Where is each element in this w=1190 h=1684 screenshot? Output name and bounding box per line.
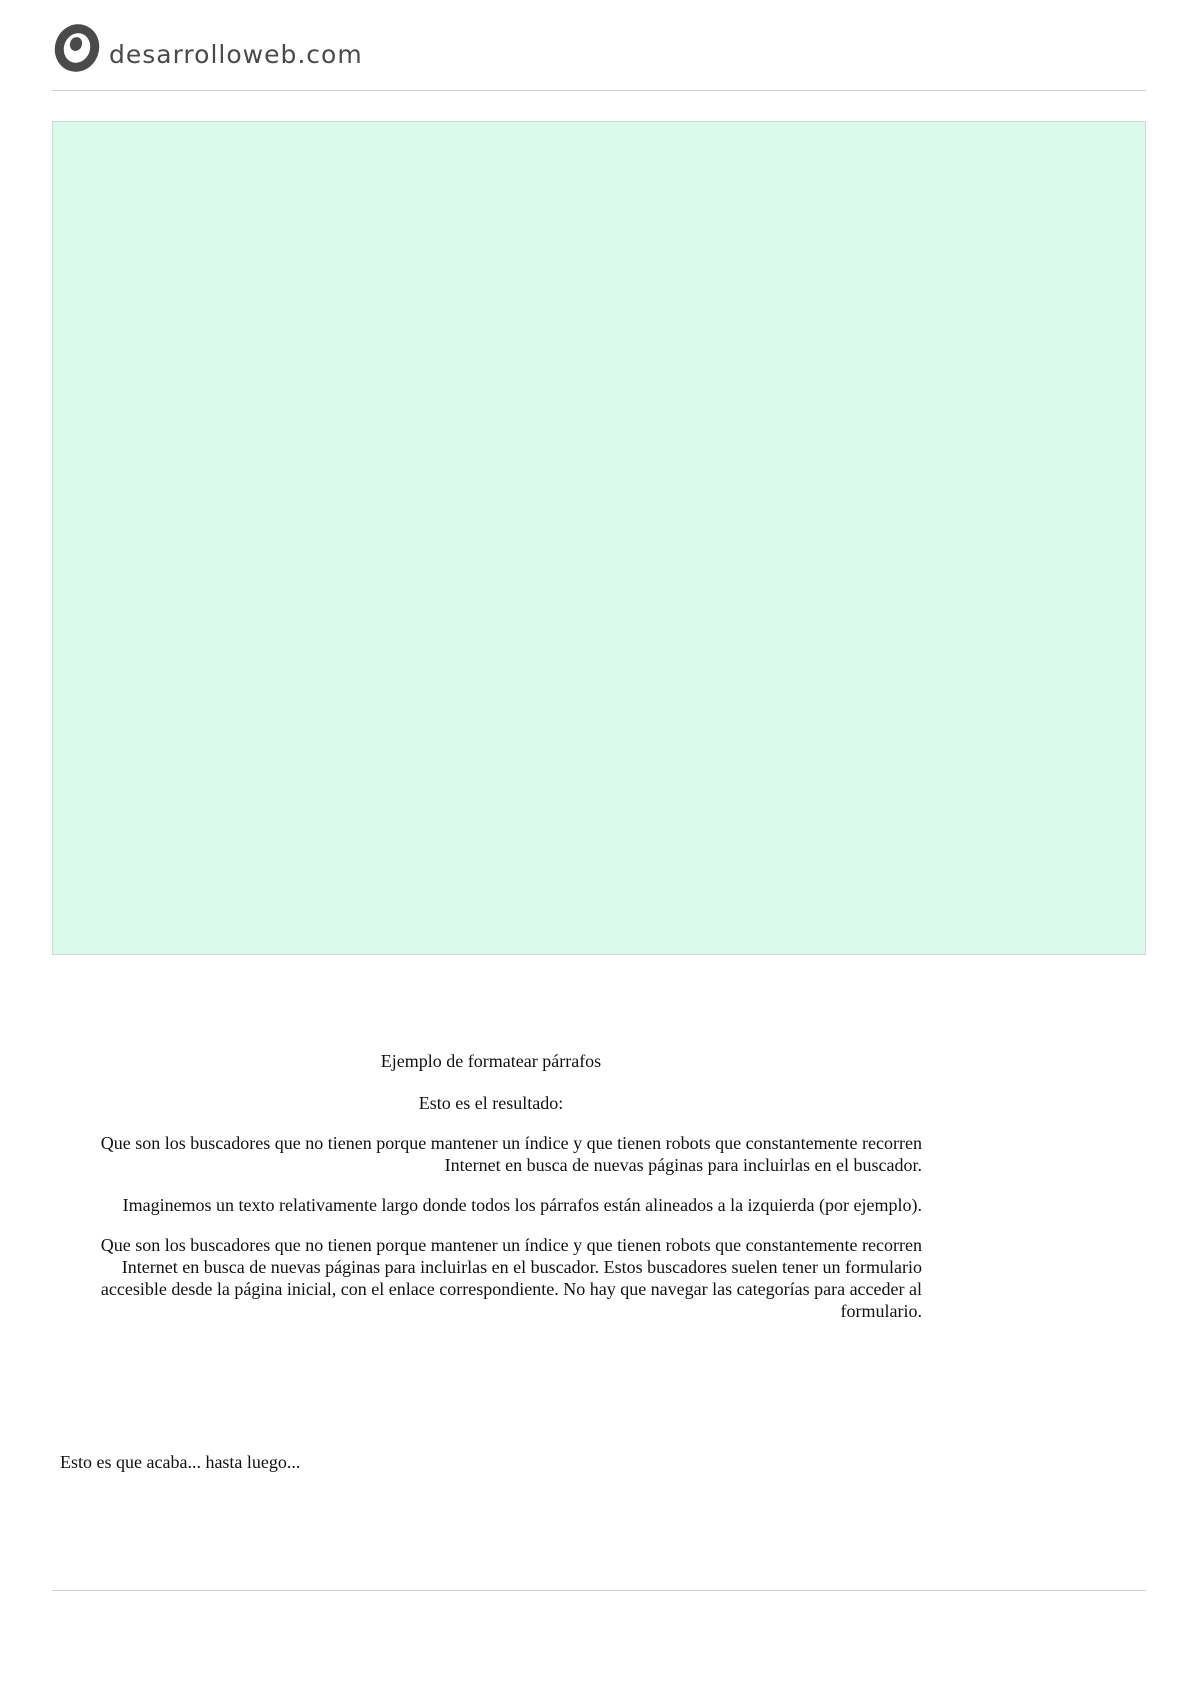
logo-link[interactable] (52, 18, 104, 79)
closing-text: Esto es que acaba... hasta luego... (60, 1452, 301, 1472)
page-title: Ejemplo de formatear párrafos (380, 1051, 602, 1071)
paragraph-3: Que son los buscadores que no tienen porque mantener un índice y que tienen robots que constantemente recorren Internet en busca de nuevas páginas para incluirlas en el buscador. Estos buscadores suelen tener un formulario accesible desde la página inicial, con el enlace correspondiente. No hay que navegar las categorías para acceder al formulario. (100, 1235, 922, 1321)
logo-text[interactable]: desarrolloweb.com (109, 40, 363, 69)
main-content (60, 1050, 922, 1322)
result-label: Esto es el resultado: (418, 1093, 564, 1113)
logo-icon (52, 18, 104, 74)
site-header (52, 18, 1146, 90)
ad-banner (52, 121, 1146, 955)
paragraph-1: Que son los buscadores que no tienen porque mantener un índice y que tienen robots que constantemente recorren Internet en busca de nuevas páginas para incluirlas en el buscador. (100, 1133, 922, 1175)
header-divider (52, 90, 1146, 91)
footer-divider (52, 1590, 1146, 1591)
paragraph-2: Imaginemos un texto relativamente largo donde todos los párrafos están alineados a la izquierda (por ejemplo). (122, 1195, 922, 1215)
